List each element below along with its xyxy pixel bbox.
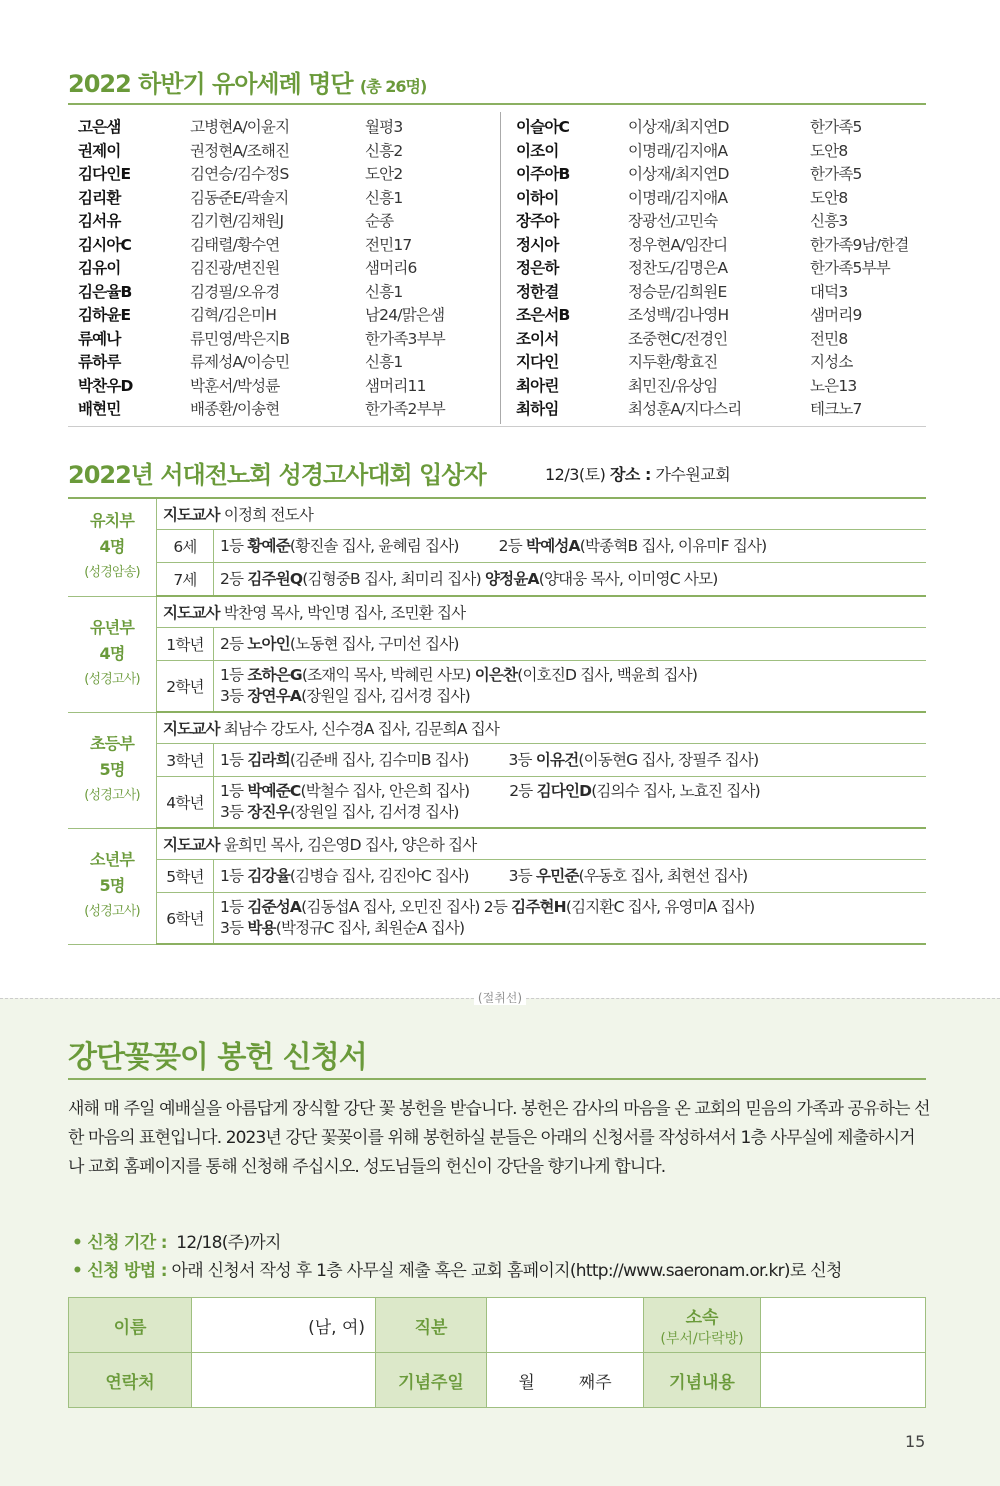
awards-cell <box>214 661 927 713</box>
group-name: 대덕3 <box>810 282 848 301</box>
department-count: 5명 <box>99 760 125 779</box>
group-name: 한가족3부부 <box>365 329 445 348</box>
award-line <box>220 634 920 655</box>
award-detail: (박정규C 집사, 최원순A 집사) <box>275 919 465 937</box>
winner-name: 김주현H <box>511 898 566 916</box>
position-field[interactable] <box>487 1298 644 1353</box>
child-name: 고은샘 <box>78 118 121 136</box>
child-name: 정한결 <box>516 282 559 301</box>
baptism-row <box>516 304 930 328</box>
award-detail: (김의수 집사, 노효진 집사) <box>591 782 760 800</box>
baptism-bottom-rule <box>68 426 926 427</box>
awards-cell <box>214 628 927 661</box>
baptism-row <box>78 140 495 164</box>
grade-cell: 6학년 <box>157 893 214 945</box>
award-detail: 3등 <box>508 866 537 885</box>
name-field[interactable] <box>192 1298 376 1353</box>
award-detail: 2등 <box>483 898 512 916</box>
winner-name: 양정윤A <box>484 569 539 588</box>
memorial-week-field[interactable] <box>487 1353 644 1408</box>
group-name: 샘머리11 <box>365 376 426 395</box>
teacher-label: 지도교사 <box>163 720 220 738</box>
baptism-row <box>516 351 930 375</box>
award-detail: 1등 <box>220 866 248 885</box>
group-name: 한가족2부부 <box>365 400 445 418</box>
contest-date: 12/3(토) <box>545 465 606 484</box>
gender-option[interactable]: (남, 여) <box>308 1317 365 1338</box>
parent-names: 배종환/이송현 <box>190 400 280 418</box>
award-line <box>220 897 920 918</box>
baptism-row <box>516 234 930 258</box>
award-line <box>220 665 920 686</box>
teacher-cell <box>157 828 927 860</box>
parent-names: 조성백/김나영H <box>628 306 729 324</box>
baptism-column-divider <box>500 112 501 424</box>
award-detail: (박철수 집사, 안은희 집사) <box>300 782 470 800</box>
child-name: 조은서B <box>516 306 570 324</box>
baptism-row <box>78 375 495 399</box>
department-count: 4명 <box>99 644 125 663</box>
baptism-row <box>516 210 930 234</box>
award-line <box>220 866 920 887</box>
child-name: 김리환 <box>78 188 121 207</box>
awards-cell <box>214 530 927 563</box>
child-name: 김다인E <box>78 165 131 183</box>
group-name: 신흥1 <box>365 353 403 371</box>
department-name: 유년부 <box>90 618 134 637</box>
award-detail: 1등 <box>220 750 248 769</box>
affiliation-field[interactable] <box>761 1298 926 1353</box>
flower-title: 강단꽃꽂이 봉헌 신청서 <box>68 1040 367 1075</box>
baptism-row <box>516 398 930 422</box>
award-detail: 2등 <box>220 569 248 588</box>
parent-names: 조중현C/전경인 <box>628 329 728 348</box>
award-detail: (김동섭A 집사, 오민진 집사) <box>301 898 484 916</box>
child-name: 김하윤E <box>78 306 131 324</box>
parent-names: 김연승/김수정S <box>190 165 289 183</box>
award-line <box>220 750 920 771</box>
parent-names: 김기현/김채원J <box>190 212 284 230</box>
period-value: 12/18(주)까지 <box>176 1233 281 1253</box>
baptism-row <box>516 163 930 187</box>
department-name: 소년부 <box>90 850 134 869</box>
winner-name: 김강율 <box>247 866 290 885</box>
department-subject: (성경암송) <box>84 565 140 581</box>
child-name: 이조이 <box>516 141 559 160</box>
group-name: 샘머리6 <box>365 259 417 277</box>
department-subject: (성경고사) <box>84 788 140 803</box>
award-row <box>68 860 926 893</box>
award-detail: (김지환C 집사, 유영미A 집사) <box>565 898 755 916</box>
baptism-row <box>78 257 495 281</box>
contact-field[interactable] <box>192 1353 376 1408</box>
award-detail: 3등 <box>508 750 536 769</box>
department-cell <box>68 828 157 944</box>
teacher-row <box>68 712 926 744</box>
baptism-row <box>78 304 495 328</box>
award-row <box>68 530 926 563</box>
teacher-names: 최남수 강도사, 신수경A 집사, 김문희A 집사 <box>223 720 500 738</box>
child-name: 배현민 <box>78 400 121 418</box>
baptism-row <box>78 163 495 187</box>
winner-name: 박예준C <box>247 782 301 800</box>
group-name: 도안8 <box>810 188 848 207</box>
baptism-row <box>78 234 495 258</box>
department-count: 4명 <box>99 537 125 557</box>
award-row <box>68 893 926 945</box>
group-name: 월평3 <box>365 118 403 136</box>
award-row <box>68 777 926 829</box>
contest-info <box>545 462 730 485</box>
application-form <box>68 1297 926 1408</box>
cut-label-text: (절취선) <box>474 991 526 1005</box>
award-detail: (박종혁B 집사, 이유미F 집사) <box>579 536 767 555</box>
award-detail: 2등 <box>498 536 527 555</box>
contact-label: 연락처 <box>69 1353 192 1408</box>
child-name: 이슬아C <box>516 118 570 136</box>
award-row <box>68 744 926 777</box>
group-name: 신흥2 <box>365 141 403 160</box>
group-name: 테크노7 <box>810 400 862 418</box>
baptism-row <box>78 281 495 305</box>
parent-names: 김태렬/황수연 <box>190 235 280 254</box>
week-unit: 째주 <box>578 1372 612 1393</box>
winner-name: 조하은G <box>247 666 302 684</box>
baptism-row <box>516 375 930 399</box>
winner-name: 노아인 <box>247 634 290 653</box>
award-detail: (김형중B 집사, 최미리 집사) <box>302 569 485 588</box>
group-name: 한가족5 <box>810 165 862 183</box>
name-label: 이름 <box>69 1298 192 1353</box>
award-detail: (장원일 집사, 김서경 집사) <box>289 803 459 821</box>
teacher-names: 박찬영 목사, 박인명 집사, 조민환 집사 <box>223 604 466 622</box>
parent-names: 김경필/오유경 <box>190 282 280 301</box>
teacher-label: 지도교사 <box>163 836 220 854</box>
award-detail: (이동현G 집사, 장필주 집사) <box>578 750 759 769</box>
flower-title-rule <box>68 1078 926 1080</box>
baptism-row <box>516 140 930 164</box>
award-line <box>220 536 920 557</box>
winner-name: 이은찬 <box>474 666 518 684</box>
award-detail: (황진솔 집사, 윤혜림 집사) <box>289 536 459 555</box>
child-name: 김서유 <box>78 212 121 230</box>
page-number: 15 <box>905 1432 926 1451</box>
child-name: 이하이 <box>516 188 559 207</box>
affiliation-label <box>644 1298 761 1353</box>
child-name: 조이서 <box>516 329 559 348</box>
award-detail: 3등 <box>220 803 248 821</box>
baptism-count: (총 26명) <box>359 77 427 96</box>
child-name: 김유이 <box>78 259 121 277</box>
parent-names: 이상재/최지연D <box>628 118 729 136</box>
baptism-list-right <box>516 116 930 422</box>
child-name: 장주아 <box>516 212 559 230</box>
contest-place-label: 장소 : <box>609 465 651 484</box>
award-line <box>220 781 920 802</box>
group-name: 한가족5부부 <box>810 259 890 277</box>
group-name: 신흥1 <box>365 282 403 301</box>
contest-title: 2022년 서대전노회 성경고사대회 입상자 <box>68 461 486 489</box>
contest-table <box>68 497 926 945</box>
child-name: 정은하 <box>516 259 559 277</box>
awards-cell <box>214 860 927 893</box>
teacher-row <box>68 828 926 860</box>
baptism-top-rule <box>68 103 926 105</box>
parent-names: 이상재/최지연D <box>628 165 729 183</box>
baptism-title-text: 2022 하반기 유아세례 명단 <box>68 70 353 98</box>
baptism-row <box>78 210 495 234</box>
child-name: 박찬우D <box>78 376 133 395</box>
award-row <box>68 628 926 661</box>
child-name: 류예나 <box>78 329 121 348</box>
winner-name: 김주원Q <box>247 569 303 588</box>
winner-name: 김다인D <box>536 782 592 800</box>
parent-names: 정승문/김희원E <box>628 282 727 301</box>
group-name: 남24/맑은샘 <box>365 306 445 324</box>
memorial-content-field[interactable] <box>761 1353 926 1408</box>
baptism-row <box>516 257 930 281</box>
affiliation-label-text: 소속 <box>685 1307 719 1328</box>
parent-names: 고병현A/이윤지 <box>190 118 290 136</box>
awards-cell <box>214 563 927 597</box>
baptism-row <box>516 187 930 211</box>
child-name: 김시아C <box>78 235 132 254</box>
winner-name: 김준성A <box>247 898 302 916</box>
winner-name: 이유건 <box>535 750 579 769</box>
month-unit: 월 <box>518 1372 535 1393</box>
baptism-list-left <box>78 116 495 422</box>
affiliation-sub-label: (부서/다락방) <box>660 1330 744 1347</box>
group-name: 도안2 <box>365 165 403 183</box>
parent-names: 김동준E/곽솔지 <box>190 188 289 207</box>
child-name: 권제이 <box>78 141 121 160</box>
grade-cell: 3학년 <box>157 744 214 777</box>
method-value: 아래 신청서 작성 후 1층 사무실 제출 혹은 교회 홈페이지(http://www.saeronam.or.kr)로 신청 <box>171 1261 842 1281</box>
baptism-row <box>516 281 930 305</box>
group-name: 순종 <box>365 212 394 230</box>
department-name: 초등부 <box>90 734 134 753</box>
cut-label <box>0 989 1000 1006</box>
period-label: • 신청 기간 : <box>72 1233 167 1253</box>
grade-cell: 7세 <box>157 563 214 597</box>
memorial-content-label: 기념내용 <box>644 1353 761 1408</box>
winner-name: 황예준 <box>247 536 290 555</box>
award-line <box>220 686 920 707</box>
child-name: 지다인 <box>516 353 559 371</box>
method-line <box>72 1256 842 1281</box>
parent-names: 정찬도/김명은A <box>628 259 728 277</box>
awards-cell <box>214 777 927 829</box>
grade-cell: 1학년 <box>157 628 214 661</box>
group-name: 신흥1 <box>365 188 403 207</box>
teacher-label: 지도교사 <box>163 506 220 524</box>
winner-name: 박용 <box>247 919 276 937</box>
grade-cell: 4학년 <box>157 777 214 829</box>
department-cell <box>68 712 157 828</box>
award-line <box>220 569 920 590</box>
award-detail: (노동현 집사, 구미선 집사) <box>289 634 459 653</box>
department-cell <box>68 596 157 712</box>
department-subject: (성경고사) <box>84 904 140 919</box>
teacher-cell <box>157 712 927 744</box>
award-detail: (장원일 집사, 김서경 집사) <box>301 687 470 705</box>
award-detail: 1등 <box>220 666 248 684</box>
flower-intro: 새해 매 주일 예배실을 아름답게 장식할 강단 꽃 봉헌을 받습니다. 봉헌은 감사의 마음을 온 교회의 믿음의 가족과 공유하는 선한 마음의 표현입니다. 2023년 강단 꽃꽂이를 위해 봉헌하실 분들은 아래의 신청서를 작성하셔서 1층 사무실에 제출하시거나 교회 홈페이지를 통해 신청해 주십시오. 성도님들의 헌신이 강단을 향기나게 합니다. <box>68 1099 930 1177</box>
parent-names: 류민영/박은지B <box>190 329 290 348</box>
child-name: 정시아 <box>516 235 559 254</box>
baptism-row <box>78 116 495 140</box>
baptism-row <box>78 328 495 352</box>
parent-names: 김혁/김은미H <box>190 306 277 324</box>
award-detail: 3등 <box>220 919 248 937</box>
child-name: 최아린 <box>516 376 559 395</box>
parent-names: 이명래/김지애A <box>628 141 728 160</box>
memorial-week-label: 기념주일 <box>376 1353 487 1408</box>
award-line <box>220 802 920 823</box>
department-count: 5명 <box>99 876 125 895</box>
position-label: 직분 <box>376 1298 487 1353</box>
department-name: 유치부 <box>90 511 134 531</box>
award-row <box>68 563 926 597</box>
period-line <box>72 1228 281 1253</box>
parent-names: 지두환/황효진 <box>628 353 718 371</box>
group-name: 도안8 <box>810 141 848 160</box>
group-name: 전민8 <box>810 329 848 348</box>
group-name: 노은13 <box>810 376 857 395</box>
parent-names: 장광선/고민숙 <box>628 212 718 230</box>
group-name: 샘머리9 <box>810 306 862 324</box>
baptism-row <box>78 398 495 422</box>
child-name: 최하임 <box>516 400 559 418</box>
group-name: 한가족5 <box>810 118 862 136</box>
award-detail: (이호진D 집사, 백윤희 집사) <box>517 666 698 684</box>
teacher-cell <box>157 498 927 530</box>
winner-name: 우민준 <box>536 866 579 885</box>
group-name: 신흥3 <box>810 212 848 230</box>
parent-names: 최민진/유상임 <box>628 376 718 395</box>
winner-name: 장연우A <box>247 687 302 705</box>
baptism-row <box>78 351 495 375</box>
winner-name: 박예성A <box>526 536 580 555</box>
parent-names: 류제성A/이승민 <box>190 353 290 371</box>
group-name: 전민17 <box>365 235 412 254</box>
award-detail: 2등 <box>220 634 248 653</box>
baptism-row <box>78 187 495 211</box>
grade-cell: 2학년 <box>157 661 214 713</box>
group-name: 지성소 <box>810 353 853 371</box>
award-detail: 1등 <box>220 536 248 555</box>
group-name: 한가족9남/한결 <box>810 235 909 254</box>
award-detail: 3등 <box>220 687 248 705</box>
baptism-title <box>68 64 426 99</box>
parent-names: 최성훈A/지다스리 <box>628 400 742 418</box>
child-name: 류하루 <box>78 353 121 371</box>
child-name: 이주아B <box>516 165 570 183</box>
award-detail: (조재익 목사, 박혜린 사모) <box>301 666 475 684</box>
awards-cell <box>214 893 927 945</box>
award-detail: (김병습 집사, 김진아C 집사) <box>289 866 469 885</box>
award-detail: (우동호 집사, 최현선 집사) <box>578 866 748 885</box>
teacher-names: 윤희민 목사, 김은영D 집사, 양은하 집사 <box>223 836 477 854</box>
teacher-row <box>68 596 926 628</box>
grade-cell: 5학년 <box>157 860 214 893</box>
awards-cell <box>214 744 927 777</box>
contest-place: 가수원교회 <box>655 465 731 484</box>
award-row <box>68 661 926 713</box>
teacher-names: 이정희 전도사 <box>223 506 314 524</box>
department-subject: (성경고사) <box>84 672 140 687</box>
parent-names: 김진광/변진원 <box>190 259 280 277</box>
winner-name: 장진우 <box>247 803 290 821</box>
award-line <box>220 918 920 939</box>
department-cell <box>68 498 157 596</box>
method-label: • 신청 방법 : <box>72 1261 167 1281</box>
teacher-label: 지도교사 <box>163 604 220 622</box>
baptism-row <box>516 328 930 352</box>
award-detail: 2등 <box>509 782 537 800</box>
winner-name: 김라희 <box>247 750 290 769</box>
award-detail: 1등 <box>220 898 248 916</box>
teacher-row <box>68 498 926 530</box>
parent-names: 권정현A/조해진 <box>190 141 290 160</box>
grade-cell: 6세 <box>157 530 214 563</box>
parent-names: 이명래/김지애A <box>628 188 728 207</box>
baptism-row <box>516 116 930 140</box>
teacher-cell <box>157 596 927 628</box>
child-name: 김은율B <box>78 282 132 301</box>
award-detail: (김준배 집사, 김수미B 집사) <box>289 750 469 769</box>
parent-names: 정우현A/임잔디 <box>628 235 728 254</box>
award-detail: (양대웅 목사, 이미영C 사모) <box>538 569 718 588</box>
award-detail: 1등 <box>220 782 248 800</box>
parent-names: 박훈서/박성륜 <box>190 376 280 395</box>
